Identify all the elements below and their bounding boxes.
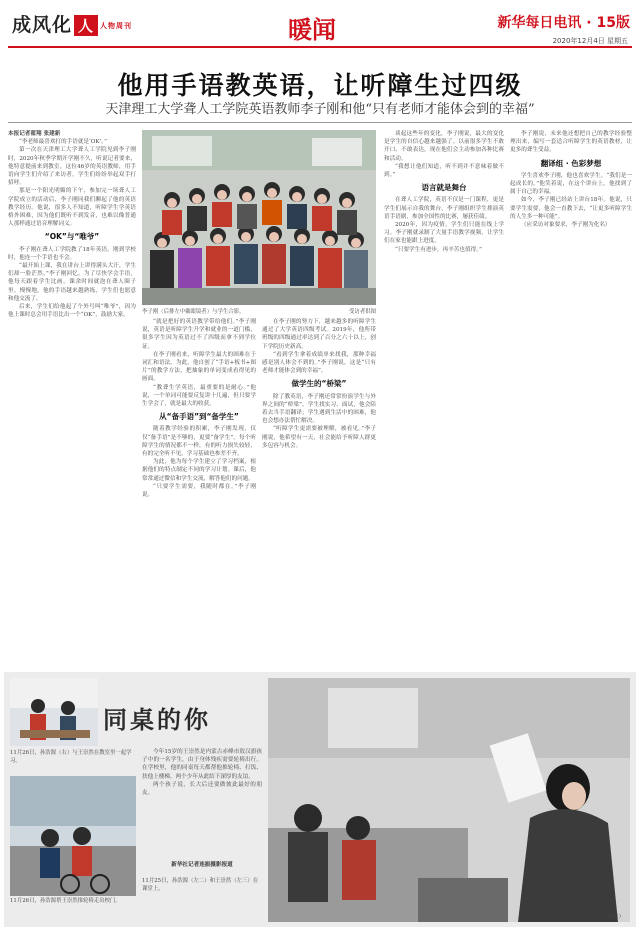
headline: 他用手语教英语，让听障生过四级 xyxy=(117,71,523,100)
paragraph: 2020年，因为疫情，学生们只能在线上学习。李子刚就录制了大量手语教学视频，让学生们在家也能跟上进度。 xyxy=(384,222,504,245)
paragraph: 学生喜欢李子刚，他也喜欢学生。“我们是一起成长的。”他笑着说，在这个讲台上，他找到了属于自己的幸福。 xyxy=(510,172,632,196)
brand-box: 人 xyxy=(74,15,98,36)
brand-text: 成风化 xyxy=(12,14,73,36)
article-column-5 xyxy=(510,130,632,665)
issue-date: 2020年12月4日 星期五 xyxy=(552,37,628,45)
group-photo xyxy=(142,130,376,305)
feature-intro xyxy=(142,748,262,848)
paragraph: 谈起这些年的变化，李子刚说，最大的变化是学生的自信心越来越强了。以前很多学生不敢开口、不敢表达，现在他们会主动参加各种比赛和活动。 xyxy=(384,131,504,162)
divider xyxy=(8,122,632,123)
byline: 本报记者翟翔 张建新 xyxy=(8,131,61,137)
article-column-1 xyxy=(8,130,136,665)
paragraph: “就是把好的英语教学带给他们。”李子刚说，英语是听障学生升学和就业的一道门槛，很多学生因为英语过不了四级而拿不到学位证。 xyxy=(142,319,256,350)
feature-title: 同桌的你 xyxy=(103,706,211,734)
feature-photo-classroom xyxy=(268,678,630,922)
feature-credit: 新华社记者连振摄影报道 xyxy=(171,862,233,868)
feature-caption-1: 11月26日，孙浩源（右）与王崇然在教室里一起学习。 xyxy=(10,750,132,764)
paragraph: “听障学生更需要被理解，被看见。”李子刚说，他希望有一天，社会能给予听障人群更多包容与机会。 xyxy=(262,426,376,449)
paragraph: 李子刚在聋人工学院教了18年英语。刚到学校时，他连一个手语也不会。 xyxy=(8,246,136,261)
subheadline: 天津理工大学聋人工学院英语教师李子刚和他“只有老师才能体会到的幸福” xyxy=(105,102,535,117)
feature-photo-mid xyxy=(10,776,136,896)
paragraph: 在李子刚看来，听障学生最大的困难在于词汇和语法。为此，他自创了“手语+板书+图片”的教学方法，把抽象的单词变成看得见的画面。 xyxy=(142,351,256,383)
section-heading: “OK”与“唯爷” xyxy=(44,232,100,242)
paragraph: 李子刚说，未来他还想把自己的教学经验整理出来，编写一套适合听障学生的英语教材，让更多的聋生受益。 xyxy=(510,131,632,154)
paragraph: 今年15岁的王崇然是内蒙古赤峰市敖汉旗孩子中的一名学生，由于身体残疾需要轮椅出行。在学校里，他的同桌每天都帮他推轮椅、打饭、扶他上楼梯，两个少年从此结下深厚的友谊。 xyxy=(142,749,262,780)
feature-photo-top xyxy=(10,678,98,746)
paragraph: 在聋人工学院，英语不仅是一门课程，更是学生们展示自我的舞台。李子刚组织学生排演英语手语剧，参加全国性的比赛，屡获佳绩。 xyxy=(384,197,504,220)
photo-credit: 受访者供图 xyxy=(349,309,376,315)
masthead-rule xyxy=(8,46,632,48)
paragraph: “看到学生拿着成绩单来找我，那种幸福感是别人体会不到的。”李子刚说，这是“只有老师才能体会到的幸福”。 xyxy=(262,351,376,375)
paragraph: 如今，李子刚已经站上讲台18年。他说，只要学生需要，他会一直教下去，“让更多听障学生的人生多一种可能”。 xyxy=(510,197,632,220)
paragraph: 那是一个阳光明媚的下午，参加完一场聋人工学院成立的活动后，李子刚同我们聊起了他的英语教学经历。他说，很多人不知道，听障学生学英语格外困难，因为他们既听不到发音，也难以像普通人那样通过语音理解词义。 xyxy=(8,188,136,228)
brand-tiny: 人物周刊 xyxy=(100,21,133,30)
paragraph: “我想让他们知道，听不到并不意味着做不到。” xyxy=(384,163,504,179)
paragraph: 除了教英语，李子刚还常常扮演学生与外界之间的“桥梁”。学生找实习、面试，他会陪着去当手语翻译；学生遇到生活中的困难，他也会想办法帮忙解决。 xyxy=(262,393,376,425)
article-column-2 xyxy=(142,318,256,665)
paragraph: 随着教学经验的积累，李子刚发现，仅仅“备手语”是不够的，更要“备学生”。每个听障学生的情况都不一样，有的听力损失较轻，有的完全听不见，学习基础也参差不齐。 xyxy=(142,426,256,458)
paragraph: “只要学生有进步，再辛苦也值得。” xyxy=(395,246,482,253)
feature-signature: （吴宇 刘吉） xyxy=(589,914,624,920)
caption-text: 李子刚（后排左中戴眼镜者）与学生合影。 xyxy=(142,309,245,315)
brand-logo xyxy=(12,10,132,37)
feature-caption-2: 11月26日，孙浩源帮王崇然推轮椅走出校门。 xyxy=(10,898,121,904)
article-column-4 xyxy=(384,130,504,665)
paragraph: 第一次在天津理工大学聋人工学院见到李子刚时，2020年秋季学期开学刚不久，听说记者要来，他特意提前来到教室。这位46岁的英语教师，用手语向学生们介绍了来访者，学生们纷纷举起双手打招呼。 xyxy=(8,147,136,187)
feature-caption-3: 11月25日，孙浩源（左二）和王崇然（左三）在课堂上。 xyxy=(142,878,259,892)
paragraph: 后来，学生们给他起了个外号叫“唯爷”，因为他上课时总会用手语比出一个“OK”，鼓励大家。 xyxy=(8,304,136,319)
paragraph: 两个孩子说，长大后还要做彼此最好的朋友。 xyxy=(142,781,262,797)
photo-caption xyxy=(142,307,376,315)
paragraph: 为此，他为每个学生建立了学习档案，根据他们的特点制定不同的学习计划。课后，他常常通过微信和学生交流，解答他们的问题。 xyxy=(142,459,256,482)
paragraph: （应采访对象要求，李子刚为化名） xyxy=(521,222,611,229)
section-heading: 语言就是舞台 xyxy=(421,183,467,193)
paragraph: “李老师最喜欢打的手语就是‘OK’。” xyxy=(19,139,107,146)
article-column-3 xyxy=(262,318,376,665)
paragraph: “最开始上课，我在讲台上讲得满头大汗，学生们却一脸茫然。”李子刚回忆。为了尽快学会手语，他每天跟着学生比画，课余时间就泡在聋人圈子里。慢慢地，他的手语越来越熟练，学生们也愿意和他交流了。 xyxy=(8,263,136,302)
section-heading: 翻译组 · 色彩梦想 xyxy=(540,158,602,168)
section-heading: 从“备手语”到“备学生” xyxy=(159,412,239,422)
section-heading: 做学生的“桥梁” xyxy=(291,379,347,389)
paper-name: 新华每日电讯 · 15版 xyxy=(497,15,630,31)
section-title: 暖闻 xyxy=(288,15,336,44)
paragraph: 在李子刚的努力下，越来越多的听障学生通过了大学英语四级考试。2019年，他所带班级的四级通过率达到了百分之六十以上，创下学院历史新高。 xyxy=(262,319,376,350)
paragraph: “只要学生需要，我随时都在。”李子刚说。 xyxy=(142,483,256,499)
paragraph: “教聋生学英语，最重要的是耐心。”他说，一个单词可能要反复讲十几遍，但只要学生学会了，就是最大的收获。 xyxy=(142,384,256,408)
